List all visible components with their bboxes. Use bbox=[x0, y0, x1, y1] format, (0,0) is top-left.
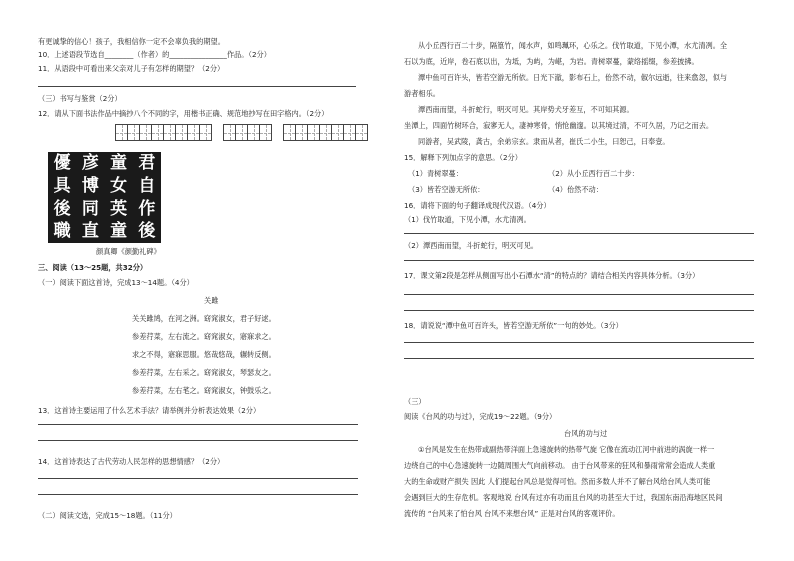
grid-cell[interactable] bbox=[259, 124, 272, 141]
calligraphy-char: 彦 bbox=[81, 153, 99, 173]
text-line: 有更诚挚的信心！孩子，我相信你一定不会辜负我的期望。 bbox=[38, 37, 225, 46]
sub-question: （4）佁然不动： bbox=[548, 185, 603, 194]
question-16: 16．请将下面的句子翻译成现代汉语。（4分） bbox=[404, 201, 551, 210]
section-title: 三、阅读（13～25题，共32分） bbox=[38, 263, 148, 272]
passage-line: 石以为底，近岸，卷石底以出，为坻，为屿，为嵁，为岩。青树翠蔓，蒙络摇缀，参差披拂。 bbox=[404, 57, 699, 66]
article-title: 台风的功与过 bbox=[564, 429, 608, 438]
passage-line: 潭西南而望，斗折蛇行，明灭可见。其岸势犬牙差互，不可知其源。 bbox=[418, 105, 634, 114]
answer-line bbox=[38, 478, 358, 479]
sub-question: （1）伐竹取道，下见小潭，水尤清冽。 bbox=[404, 215, 531, 224]
calligraphy-char: 女 bbox=[110, 175, 128, 196]
question-18: 18．请说说“潭中鱼可百许头，皆若空游无所依”一句的妙处。（3分） bbox=[404, 321, 623, 330]
calligraphy-char: 直 bbox=[81, 221, 99, 242]
calligraphy-char: 博 bbox=[81, 175, 99, 196]
question-17: 17．课文第2段是怎样从侧面写出小石潭水“清”的特点的？请结合相关内容具体分析。（3分） bbox=[404, 271, 700, 280]
sub-question: （1）青树翠蔓： bbox=[408, 169, 463, 178]
reading-instruction: 阅读《台风的功与过》，完成19～22题。（9分） bbox=[404, 412, 557, 421]
answer-line bbox=[404, 260, 754, 261]
question-15: 15．解释下列加点字的意思。（2分） bbox=[404, 153, 522, 162]
grid-cell[interactable] bbox=[355, 124, 368, 141]
passage-line: 从小丘西行百二十步，隔篁竹，闻水声，如鸣珮环，心乐之。伐竹取道，下见小潭，水尤清冽。全 bbox=[418, 41, 728, 50]
article-line: 会遇到巨大的生存危机。客观地说 台风有过亦有功而且台风的功甚至大于过，我国东南沿海地区民间 bbox=[404, 493, 723, 502]
calligraphy-char: 優 bbox=[53, 153, 71, 173]
calligraphy-char: 自 bbox=[138, 175, 156, 196]
passage-line: 坐潭上，四面竹树环合，寂寥无人，凄神寒骨，悄怆幽邃。以其境过清，不可久居，乃记之而去。 bbox=[404, 121, 714, 130]
question-11: 11．从语段中可看出来父亲对儿子有怎样的期望？（2分） bbox=[38, 64, 225, 73]
question-14: 14．这首诗表达了古代劳动人民怎样的思想情感？（2分） bbox=[38, 457, 225, 466]
calligraphy-image bbox=[48, 152, 161, 243]
calligraphy-caption: 颜真卿《颜勤礼碑》 bbox=[96, 247, 161, 256]
article-line: 流传的 “台风来了怕台风 台风不来想台风” 正是对台风的客观评价。 bbox=[404, 509, 620, 518]
passage-line: 同游者，吴武陵，龚古，余弟宗玄。隶而从者，崔氏二小生，曰恕己，曰奉壹。 bbox=[418, 137, 670, 146]
calligraphy-char: 後 bbox=[53, 198, 71, 219]
grid-cell[interactable] bbox=[199, 124, 212, 141]
poem-line: 参差荇菜，左右芼之。窈窕淑女，钟鼓乐之。 bbox=[132, 386, 276, 395]
passage-line: 游者相乐。 bbox=[404, 89, 440, 98]
article-line: ①台风是发生在热带或副热带洋面上急速旋转的热带气旋 它像在流动江河中前进的涡旋一样一 bbox=[418, 445, 715, 454]
calligraphy-char: 同 bbox=[81, 198, 99, 219]
article-line: 边绕自己的中心急速旋转一边随周围大气向前移动。 由于台风带来的狂风和暴雨常常会造成人类重 bbox=[404, 461, 716, 470]
question-13: 13．这首诗主要运用了什么艺术手法？请举例并分析表达效果（2分） bbox=[38, 406, 261, 415]
calligraphy-char: 後 bbox=[138, 221, 156, 242]
answer-line bbox=[404, 310, 754, 311]
sub-question: （2）从小丘西行百二十步： bbox=[548, 169, 639, 178]
answer-line bbox=[38, 440, 358, 441]
poem-line: 参差荇菜，左右采之。窈窕淑女，琴瑟友之。 bbox=[132, 368, 276, 377]
poem-line: 求之不得，寤寐思服。悠哉悠哉，辗转反侧。 bbox=[132, 350, 276, 359]
poem-title: 关雎 bbox=[204, 296, 219, 305]
calligraphy-char: 童 bbox=[110, 221, 128, 242]
answer-line bbox=[404, 342, 754, 343]
calligraphy-char: 作 bbox=[138, 198, 156, 219]
sub-question: （3）皆若空游无所依： bbox=[408, 185, 485, 194]
article-line: 大的生命或财产损失 因此 人们提起台风总是觉得可怕。然而多数人并不了解台风给台风人类可能 bbox=[404, 477, 711, 486]
answer-line bbox=[404, 294, 754, 295]
answer-line bbox=[38, 86, 356, 87]
calligraphy-char: 英 bbox=[110, 198, 128, 219]
answer-line bbox=[38, 424, 358, 425]
answer-line bbox=[404, 233, 754, 234]
sub-question: （2）潭西南而望，斗折蛇行，明灭可见。 bbox=[404, 241, 538, 250]
question-12: 12．请从下面书法作品中摘抄八个不同的字，用楷书正确、规范地抄写在田字格内。（2分） bbox=[38, 109, 329, 118]
answer-line bbox=[404, 358, 754, 359]
section-title: （三） bbox=[404, 397, 426, 406]
poem-line: 参差荇菜，左右流之。窈窕淑女，寤寐求之。 bbox=[132, 332, 276, 341]
reading-instruction: （二）阅读文选，完成15～18题。（11分） bbox=[38, 511, 177, 520]
reading-instruction: （一）阅读下面这首诗，完成13～14题。（4分） bbox=[38, 278, 194, 287]
writing-grid[interactable] bbox=[115, 124, 367, 141]
section-title: （三）书写与鉴赏（2分） bbox=[38, 94, 122, 103]
calligraphy-char: 童 bbox=[110, 153, 128, 173]
calligraphy-char: 具 bbox=[53, 175, 71, 196]
calligraphy-char: 君 bbox=[138, 153, 156, 173]
calligraphy-char: 職 bbox=[53, 221, 71, 242]
question-10: 10．上述语段节选自________（作者）的________________作品。（2分） bbox=[38, 50, 271, 59]
passage-line: 潭中鱼可百许头，皆若空游无所依。日光下澈，影布石上，佁然不动，俶尔远逝，往来翕忽，似与 bbox=[418, 73, 728, 82]
poem-line: 关关雎鸠，在河之洲。窈窕淑女，君子好逑。 bbox=[132, 314, 276, 323]
answer-line bbox=[38, 494, 358, 495]
